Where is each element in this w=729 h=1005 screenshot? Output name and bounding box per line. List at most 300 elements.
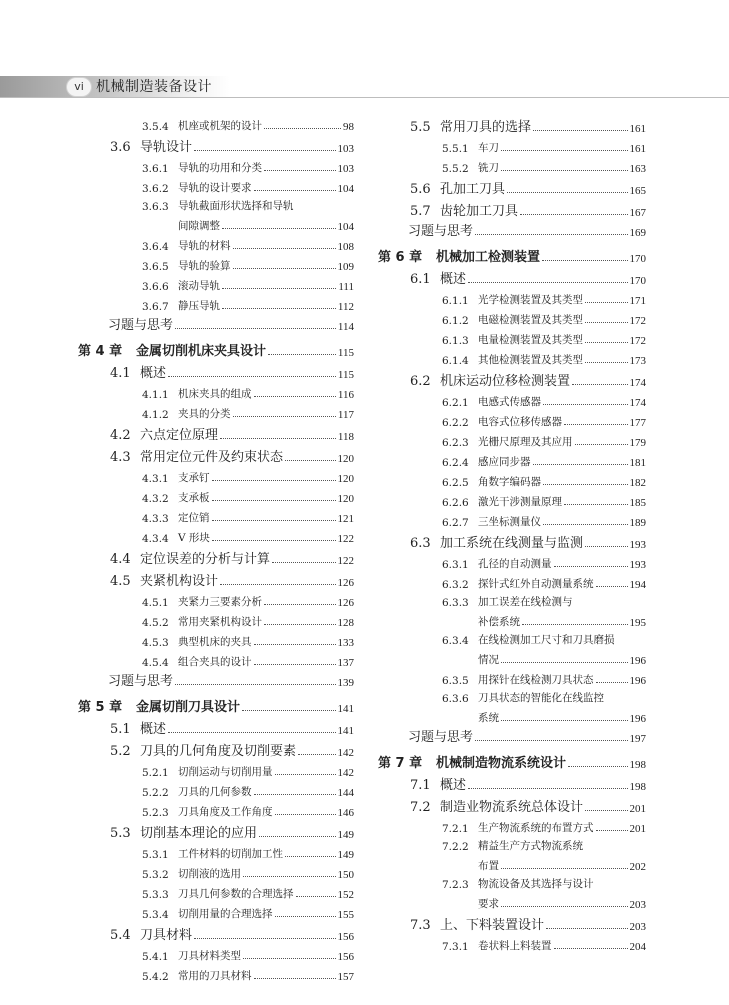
toc-subsection-entry (378, 815, 646, 835)
toc-entry-page: 173 (629, 355, 646, 367)
toc-section-entry (378, 529, 646, 551)
toc-leader-dots (254, 396, 336, 397)
toc-entry-page: 167 (629, 207, 646, 219)
toc-entry-number: 5.3 (110, 826, 131, 841)
toc-section-entry (78, 359, 354, 381)
toc-entry-title: 导轨的设计要求 (178, 182, 252, 194)
toc-leader-dots (520, 214, 627, 215)
toc-subsection-entry (378, 853, 646, 873)
toc-entry-title: 组合夹具的设计 (178, 656, 252, 668)
toc-leader-dots (554, 948, 628, 949)
toc-leader-dots (212, 500, 336, 501)
toc-entry-title: 加工误差在线检测与 (478, 596, 573, 608)
toc-entry-title: 概述 (440, 272, 467, 287)
toc-entry-page: 152 (337, 889, 354, 901)
toc-entry-page: 144 (337, 787, 354, 799)
toc-leader-dots (222, 288, 336, 289)
toc-entry-number: 4.1.2 (142, 409, 169, 421)
toc-leader-dots (522, 624, 628, 625)
toc-entry-title: 情况 (478, 654, 499, 666)
toc-subsection-entry (78, 175, 354, 195)
toc-entry-title: 铣刀 (478, 162, 499, 174)
toc-entry-number: 第 7 章 (378, 756, 423, 771)
toc-leader-dots (585, 342, 628, 343)
toc-leader-dots (175, 684, 335, 685)
toc-subsection-entry (378, 155, 646, 175)
toc-subsection-entry (378, 609, 646, 629)
toc-entry-title: 刀具角度及工作角度 (178, 806, 273, 818)
toc-entry-number: 5.3.4 (142, 909, 169, 921)
toc-leader-dots (233, 268, 336, 269)
toc-subsection-entry (378, 327, 646, 347)
toc-entry-page: 146 (337, 807, 354, 819)
toc-entry-title: 习题与思考 (108, 674, 174, 689)
toc-subsection-entry (78, 901, 354, 921)
toc-entry-title: 生产物流系统的布置方式 (478, 822, 594, 834)
toc-entry-title: 刀具几何参数的合理选择 (178, 888, 294, 900)
toc-entry-page: 112 (337, 301, 354, 313)
toc-entry-page: 161 (629, 123, 646, 135)
toc-entry-number: 6.2.6 (442, 497, 469, 509)
toc-entry-title: 概述 (440, 778, 467, 793)
toc-entry-page: 103 (337, 143, 354, 155)
toc-section-entry (78, 737, 354, 759)
toc-subsection-entry (78, 799, 354, 819)
toc-entry-number: 5.4 (110, 928, 131, 943)
toc-subsection-entry (78, 841, 354, 861)
toc-subsection-entry (78, 401, 354, 421)
toc-entry-page: 111 (338, 281, 354, 293)
toc-entry-number: 6.3.4 (442, 635, 469, 647)
toc-subsection-entry (78, 779, 354, 799)
toc-entry-page: 174 (629, 377, 646, 389)
toc-entry-number: 3.6.4 (142, 241, 169, 253)
toc-subsection-entry (378, 409, 646, 429)
toc-entry-number: 4.1 (110, 366, 131, 381)
toc-entry-number: 5.2.3 (142, 807, 169, 819)
toc-entry-number: 6.3.6 (442, 693, 469, 705)
toc-leader-dots (275, 814, 336, 815)
toc-subsection-entry (78, 485, 354, 505)
toc-section-entry (78, 567, 354, 589)
toc-subsection-entry (78, 505, 354, 525)
toc-entry-title: 定位销 (178, 512, 210, 524)
toc-entry-number: 5.5.2 (442, 163, 469, 175)
toc-entry-page: 156 (337, 951, 354, 963)
toc-leader-dots (243, 876, 336, 877)
toc-entry-title: 孔加工刀具 (440, 182, 506, 197)
toc-entry-title: 导轨的功用和分类 (178, 162, 262, 174)
toc-entry-title: 卷状料上料装置 (478, 940, 552, 952)
toc-entry-title: 电磁检测装置及其类型 (478, 314, 583, 326)
toc-entry-page: 149 (337, 829, 354, 841)
toc-subsection-entry (378, 449, 646, 469)
toc-entry-title: 导轨截面形状选择和导轨 (178, 200, 294, 212)
toc-exercises-entry (78, 313, 354, 333)
toc-entry-number: 5.2.1 (142, 767, 169, 779)
toc-entry-page: 120 (337, 493, 354, 505)
toc-entry-title: 支承钉 (178, 472, 210, 484)
toc-entry-title: 常用夹紧机构设计 (178, 616, 262, 628)
toc-leader-dots (533, 464, 628, 465)
toc-leader-dots (533, 130, 627, 131)
toc-entry-title: 概述 (140, 366, 167, 381)
toc-entry-page: 117 (337, 409, 354, 421)
toc-entry-page: 196 (629, 675, 646, 687)
toc-subsection-entry (378, 647, 646, 667)
toc-leader-dots (501, 170, 628, 171)
toc-entry-page: 174 (629, 397, 646, 409)
toc-entry-number: 5.4.1 (142, 951, 169, 963)
toc-entry-number: 4.5 (110, 574, 131, 589)
toc-entry-title: 工件材料的切削加工性 (178, 848, 283, 860)
toc-subsection-entry (78, 213, 354, 233)
toc-entry-title: 三坐标测量仪 (478, 516, 541, 528)
toc-leader-dots (285, 460, 335, 461)
toc-entry-number: 4.3 (110, 450, 131, 465)
toc-entry-page: 189 (629, 517, 646, 529)
toc-entry-number: 5.1 (110, 722, 131, 737)
toc-entry-page: 198 (629, 759, 646, 771)
toc-entry-page: 169 (629, 227, 646, 239)
toc-leader-dots (264, 604, 336, 605)
toc-entry-page: 137 (337, 657, 354, 669)
toc-leader-dots (542, 260, 627, 261)
toc-entry-title: 静压导轨 (178, 300, 220, 312)
toc-leader-dots (543, 484, 628, 485)
toc-entry-title: 习题与思考 (108, 318, 174, 333)
toc-entry-page: 172 (629, 315, 646, 327)
toc-leader-dots (596, 830, 628, 831)
toc-subsection-entry (78, 589, 354, 609)
toc-section-entry (378, 367, 646, 389)
toc-entry-page: 122 (337, 533, 354, 545)
toc-entry-title: 物流设备及其选择与设计 (478, 878, 594, 890)
toc-leader-dots (501, 662, 628, 663)
toc-entry-number: 6.3.5 (442, 675, 469, 687)
toc-entry-page: 104 (337, 183, 354, 195)
toc-entry-number: 5.4.2 (142, 971, 169, 983)
toc-entry-number: 5.3.2 (142, 869, 169, 881)
toc-section-entry (378, 771, 646, 793)
toc-section-entry (78, 921, 354, 943)
toc-section-entry (78, 133, 354, 155)
toc-leader-dots (543, 404, 628, 405)
toc-subsection-entry (378, 287, 646, 307)
toc-section-entry (378, 113, 646, 135)
toc-entry-page: 141 (337, 703, 354, 715)
toc-entry-page: 201 (629, 803, 646, 815)
toc-entry-page: 115 (337, 369, 354, 381)
toc-section-entry (378, 265, 646, 287)
toc-leader-dots (222, 228, 336, 229)
toc-leader-dots (298, 754, 335, 755)
toc-subsection-entry (78, 861, 354, 881)
toc-entry-title: 机床运动位移检测装置 (440, 374, 571, 389)
toc-entry-page: 171 (629, 295, 646, 307)
toc-entry-number: 5.2 (110, 744, 131, 759)
toc-entry-page: 179 (629, 437, 646, 449)
page-number: vi (66, 77, 92, 97)
toc-subsection-entry (78, 381, 354, 401)
toc-subsection-entry (78, 273, 354, 293)
toc-entry-title: 电感式传感器 (478, 396, 541, 408)
toc-entry-page: 185 (629, 497, 646, 509)
toc-chapter-entry (78, 333, 354, 359)
toc-leader-dots (285, 856, 336, 857)
toc-subsection-entry (378, 629, 646, 647)
toc-leader-dots (575, 444, 628, 445)
toc-leader-dots (585, 322, 628, 323)
toc-exercises-entry (78, 669, 354, 689)
toc-entry-page: 104 (337, 221, 354, 233)
toc-entry-page: 139 (337, 677, 354, 689)
toc-section-entry (78, 443, 354, 465)
toc-leader-dots (212, 520, 336, 521)
toc-subsection-entry (78, 609, 354, 629)
toc-entry-page: 149 (337, 849, 354, 861)
toc-entry-number: 4.5.4 (142, 657, 169, 669)
toc-entry-title: 常用定位元件及约束状态 (140, 450, 284, 465)
toc-entry-number: 7.2 (410, 800, 431, 815)
toc-entry-title: 导轨的验算 (178, 260, 231, 272)
toc-entry-page: 196 (629, 655, 646, 667)
toc-entry-title: 光栅尺原理及其应用 (478, 436, 573, 448)
toc-entry-number: 6.3.3 (442, 597, 469, 609)
toc-section-entry (378, 197, 646, 219)
toc-leader-dots (254, 794, 336, 795)
toc-subsection-entry (378, 551, 646, 571)
toc-entry-title: 切削液的选用 (178, 868, 241, 880)
toc-entry-page: 128 (337, 617, 354, 629)
toc-entry-title: 夹紧机构设计 (140, 574, 219, 589)
toc-entry-number: 3.6.3 (142, 201, 169, 213)
toc-entry-title: 加工系统在线测量与监测 (440, 536, 584, 551)
toc-entry-title: 刀具的几何参数 (178, 786, 252, 798)
toc-entry-title: 导轨设计 (140, 140, 193, 155)
toc-entry-number: 3.5.4 (142, 121, 169, 133)
toc-entry-number: 6.2.2 (442, 417, 469, 429)
toc-leader-dots (275, 774, 336, 775)
toc-entry-number: 4.3.2 (142, 493, 169, 505)
toc-entry-page: 182 (629, 477, 646, 489)
toc-leader-dots (175, 328, 336, 329)
toc-entry-title: 机座或机架的设计 (178, 120, 262, 132)
toc-leader-dots (596, 682, 628, 683)
toc-entry-title: 电量检测装置及其类型 (478, 334, 583, 346)
book-title: 机械制造装备设计 (96, 79, 212, 95)
toc-chapter-entry (378, 745, 646, 771)
toc-entry-title: 光学检测装置及其类型 (478, 294, 583, 306)
toc-leader-dots (507, 192, 627, 193)
toc-subsection-entry (378, 469, 646, 489)
toc-leader-dots (254, 978, 336, 979)
toc-entry-page: 150 (337, 869, 354, 881)
toc-entry-title: 补偿系统 (478, 616, 520, 628)
toc-entry-page: 177 (629, 417, 646, 429)
toc-leader-dots (585, 302, 628, 303)
toc-leader-dots (554, 566, 628, 567)
toc-subsection-entry (78, 113, 354, 133)
toc-entry-page: 193 (629, 539, 646, 551)
toc-entry-title: 习题与思考 (408, 730, 474, 745)
toc-section-entry (78, 421, 354, 443)
toc-leader-dots (264, 128, 341, 129)
toc-entry-page: 103 (337, 163, 354, 175)
toc-entry-title: 定位误差的分析与计算 (140, 552, 271, 567)
toc-entry-number: 6.2.4 (442, 457, 469, 469)
toc-leader-dots (220, 584, 335, 585)
toc-entry-number: 6.2.1 (442, 397, 469, 409)
toc-entry-number: 7.2.2 (442, 841, 469, 853)
toc-entry-title: 切削运动与切削用量 (178, 766, 273, 778)
toc-entry-page: 163 (629, 163, 646, 175)
toc-entry-page: 114 (337, 321, 354, 333)
toc-entry-title: 角数字编码器 (478, 476, 541, 488)
toc-leader-dots (242, 710, 335, 711)
toc-entry-number: 3.6.7 (142, 301, 169, 313)
toc-entry-page: 120 (337, 473, 354, 485)
toc-entry-page: 156 (337, 931, 354, 943)
toc-entry-number: 6.1.1 (442, 295, 469, 307)
toc-entry-number: 6.2.5 (442, 477, 469, 489)
toc-entry-title: 系统 (478, 712, 499, 724)
toc-leader-dots (168, 732, 335, 733)
toc-entry-page: 157 (337, 971, 354, 983)
toc-entry-page: 142 (337, 767, 354, 779)
toc-entry-page: 133 (337, 637, 354, 649)
toc-left-column (78, 113, 354, 983)
toc-entry-title: 上、下料装置设计 (440, 918, 545, 933)
toc-entry-number: 5.3.1 (142, 849, 169, 861)
toc-entry-number: 3.6 (110, 140, 131, 155)
toc-entry-number: 6.2.7 (442, 517, 469, 529)
toc-leader-dots (468, 788, 627, 789)
toc-entry-number: 5.6 (410, 182, 431, 197)
toc-entry-number: 6.1.4 (442, 355, 469, 367)
toc-entry-number: 第 6 章 (378, 250, 423, 265)
toc-leader-dots (254, 644, 336, 645)
toc-subsection-entry (78, 963, 354, 983)
toc-exercises-entry (378, 219, 646, 239)
toc-leader-dots (585, 546, 627, 547)
toc-leader-dots (564, 424, 628, 425)
toc-entry-page: 170 (629, 275, 646, 287)
toc-subsection-entry (78, 195, 354, 213)
toc-entry-title: 刀具材料类型 (178, 950, 241, 962)
toc-entry-page: 165 (629, 185, 646, 197)
toc-entry-number: 7.2.1 (442, 823, 469, 835)
toc-entry-number: 5.5.1 (442, 143, 469, 155)
toc-entry-title: 其他检测装置及其类型 (478, 354, 583, 366)
toc-leader-dots (585, 810, 627, 811)
toc-leader-dots (254, 190, 336, 191)
toc-subsection-entry (378, 429, 646, 449)
toc-entry-number: 6.1.2 (442, 315, 469, 327)
toc-entry-page: 155 (337, 909, 354, 921)
toc-entry-title: 制造业物流系统总体设计 (440, 800, 584, 815)
toc-entry-title: 机械加工检测装置 (436, 250, 541, 265)
toc-entry-number: 6.3.1 (442, 559, 469, 571)
toc-entry-title: 感应同步器 (478, 456, 531, 468)
toc-entry-page: 142 (337, 747, 354, 759)
toc-entry-number: 4.3.1 (142, 473, 169, 485)
toc-entry-title: 要求 (478, 898, 499, 910)
toc-entry-number: 3.6.1 (142, 163, 169, 175)
toc-entry-title: 精益生产方式物流系统 (478, 840, 583, 852)
toc-subsection-entry (378, 705, 646, 725)
toc-entry-title: 齿轮加工刀具 (440, 204, 519, 219)
header-rule (0, 97, 729, 98)
toc-subsection-entry (378, 687, 646, 705)
toc-subsection-entry (378, 389, 646, 409)
toc-entry-number: 4.5.2 (142, 617, 169, 629)
toc-entry-title: 机床夹具的组成 (178, 388, 252, 400)
toc-entry-number: 7.1 (410, 778, 431, 793)
toc-entry-number: 3.6.5 (142, 261, 169, 273)
toc-subsection-entry (378, 667, 646, 687)
toc-entry-number: 4.4 (110, 552, 131, 567)
toc-subsection-entry (78, 525, 354, 545)
toc-subsection-entry (78, 155, 354, 175)
toc-entry-number: 4.5.3 (142, 637, 169, 649)
toc-entry-title: 典型机床的夹具 (178, 636, 252, 648)
toc-leader-dots (475, 234, 627, 235)
toc-entry-title: 用探针在线检测刀具状态 (478, 674, 594, 686)
toc-subsection-entry (378, 835, 646, 853)
toc-entry-title: 金属切削刀具设计 (136, 700, 241, 715)
toc-entry-number: 7.3 (410, 918, 431, 933)
toc-subsection-entry (78, 943, 354, 963)
toc-entry-page: 108 (337, 241, 354, 253)
toc-entry-page: 197 (629, 733, 646, 745)
toc-entry-number: 4.5.1 (142, 597, 169, 609)
toc-entry-number: 第 5 章 (78, 700, 123, 715)
toc-entry-title: 刀具材料 (140, 928, 193, 943)
toc-section-entry (378, 911, 646, 933)
toc-entry-title: 六点定位原理 (140, 428, 219, 443)
toc-entry-number: 6.2 (410, 374, 431, 389)
toc-entry-title: 概述 (140, 722, 167, 737)
toc-subsection-entry (78, 233, 354, 253)
toc-entry-number: 3.6.6 (142, 281, 169, 293)
toc-leader-dots (194, 150, 335, 151)
toc-chapter-entry (78, 689, 354, 715)
toc-entry-number: 5.2.2 (142, 787, 169, 799)
toc-entry-number: 5.5 (410, 120, 431, 135)
toc-leader-dots (546, 928, 627, 929)
toc-entry-number: 4.3.4 (142, 533, 169, 545)
toc-section-entry (78, 715, 354, 737)
toc-entry-page: 116 (337, 389, 354, 401)
toc-leader-dots (501, 150, 628, 151)
toc-leader-dots (501, 906, 628, 907)
toc-subsection-entry (378, 509, 646, 529)
toc-leader-dots (259, 836, 335, 837)
toc-entry-page: 181 (629, 457, 646, 469)
toc-leader-dots (264, 170, 336, 171)
toc-entry-title: V 形块 (178, 532, 210, 544)
toc-leader-dots (501, 720, 628, 721)
toc-leader-dots (475, 740, 627, 741)
toc-entry-title: 间隙调整 (178, 220, 220, 232)
toc-entry-number: 第 4 章 (78, 344, 123, 359)
toc-leader-dots (275, 916, 336, 917)
toc-leader-dots (222, 308, 336, 309)
toc-entry-title: 夹具的分类 (178, 408, 231, 420)
toc-entry-page: 126 (337, 597, 354, 609)
toc-entry-page: 172 (629, 335, 646, 347)
